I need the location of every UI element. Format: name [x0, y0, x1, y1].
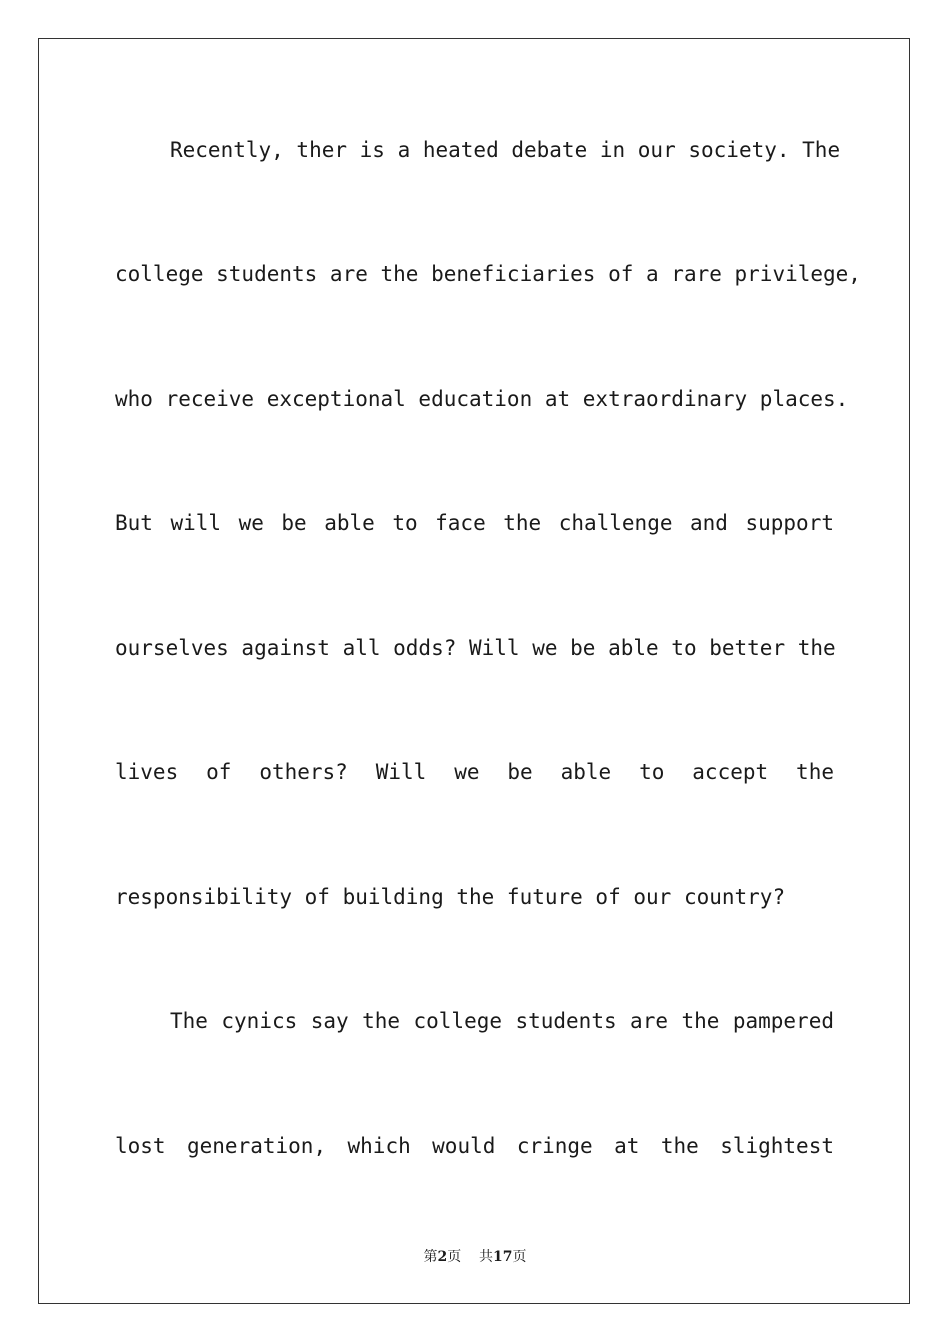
page-footer	[0, 1246, 950, 1266]
paragraph-1-line-7: responsibility of building the future of our country?	[115, 885, 786, 909]
paragraph-1-line-1: Recently, ther is a heated debate in our society. The	[170, 138, 841, 162]
footer-page-suffix: 页	[447, 1249, 462, 1265]
footer-total-pages: 17	[493, 1249, 513, 1265]
paragraph-1-line-5: ourselves against all odds? Will we be able to better the	[115, 636, 836, 660]
page-frame	[38, 38, 910, 1304]
footer-page-number: 2	[437, 1249, 448, 1265]
paragraph-2-line-1: The cynics say the college students are the pampered	[170, 1009, 834, 1033]
paragraph-1-line-6: lives of others? Will we be able to accept the	[115, 760, 834, 784]
footer-total-suffix: 页	[512, 1249, 527, 1265]
paragraph-1-line-4: But will we be able to face the challenge and support	[115, 511, 834, 535]
footer-page-prefix: 第	[423, 1249, 438, 1265]
paragraph-2-line-2: lost generation, which would cringe at the slightest	[115, 1134, 834, 1158]
paragraph-1-line-2: college students are the beneficiaries of a rare privilege,	[115, 262, 861, 286]
footer-total-prefix: 共	[479, 1249, 494, 1265]
paragraph-1-line-3: who receive exceptional education at extraordinary places.	[115, 387, 849, 411]
